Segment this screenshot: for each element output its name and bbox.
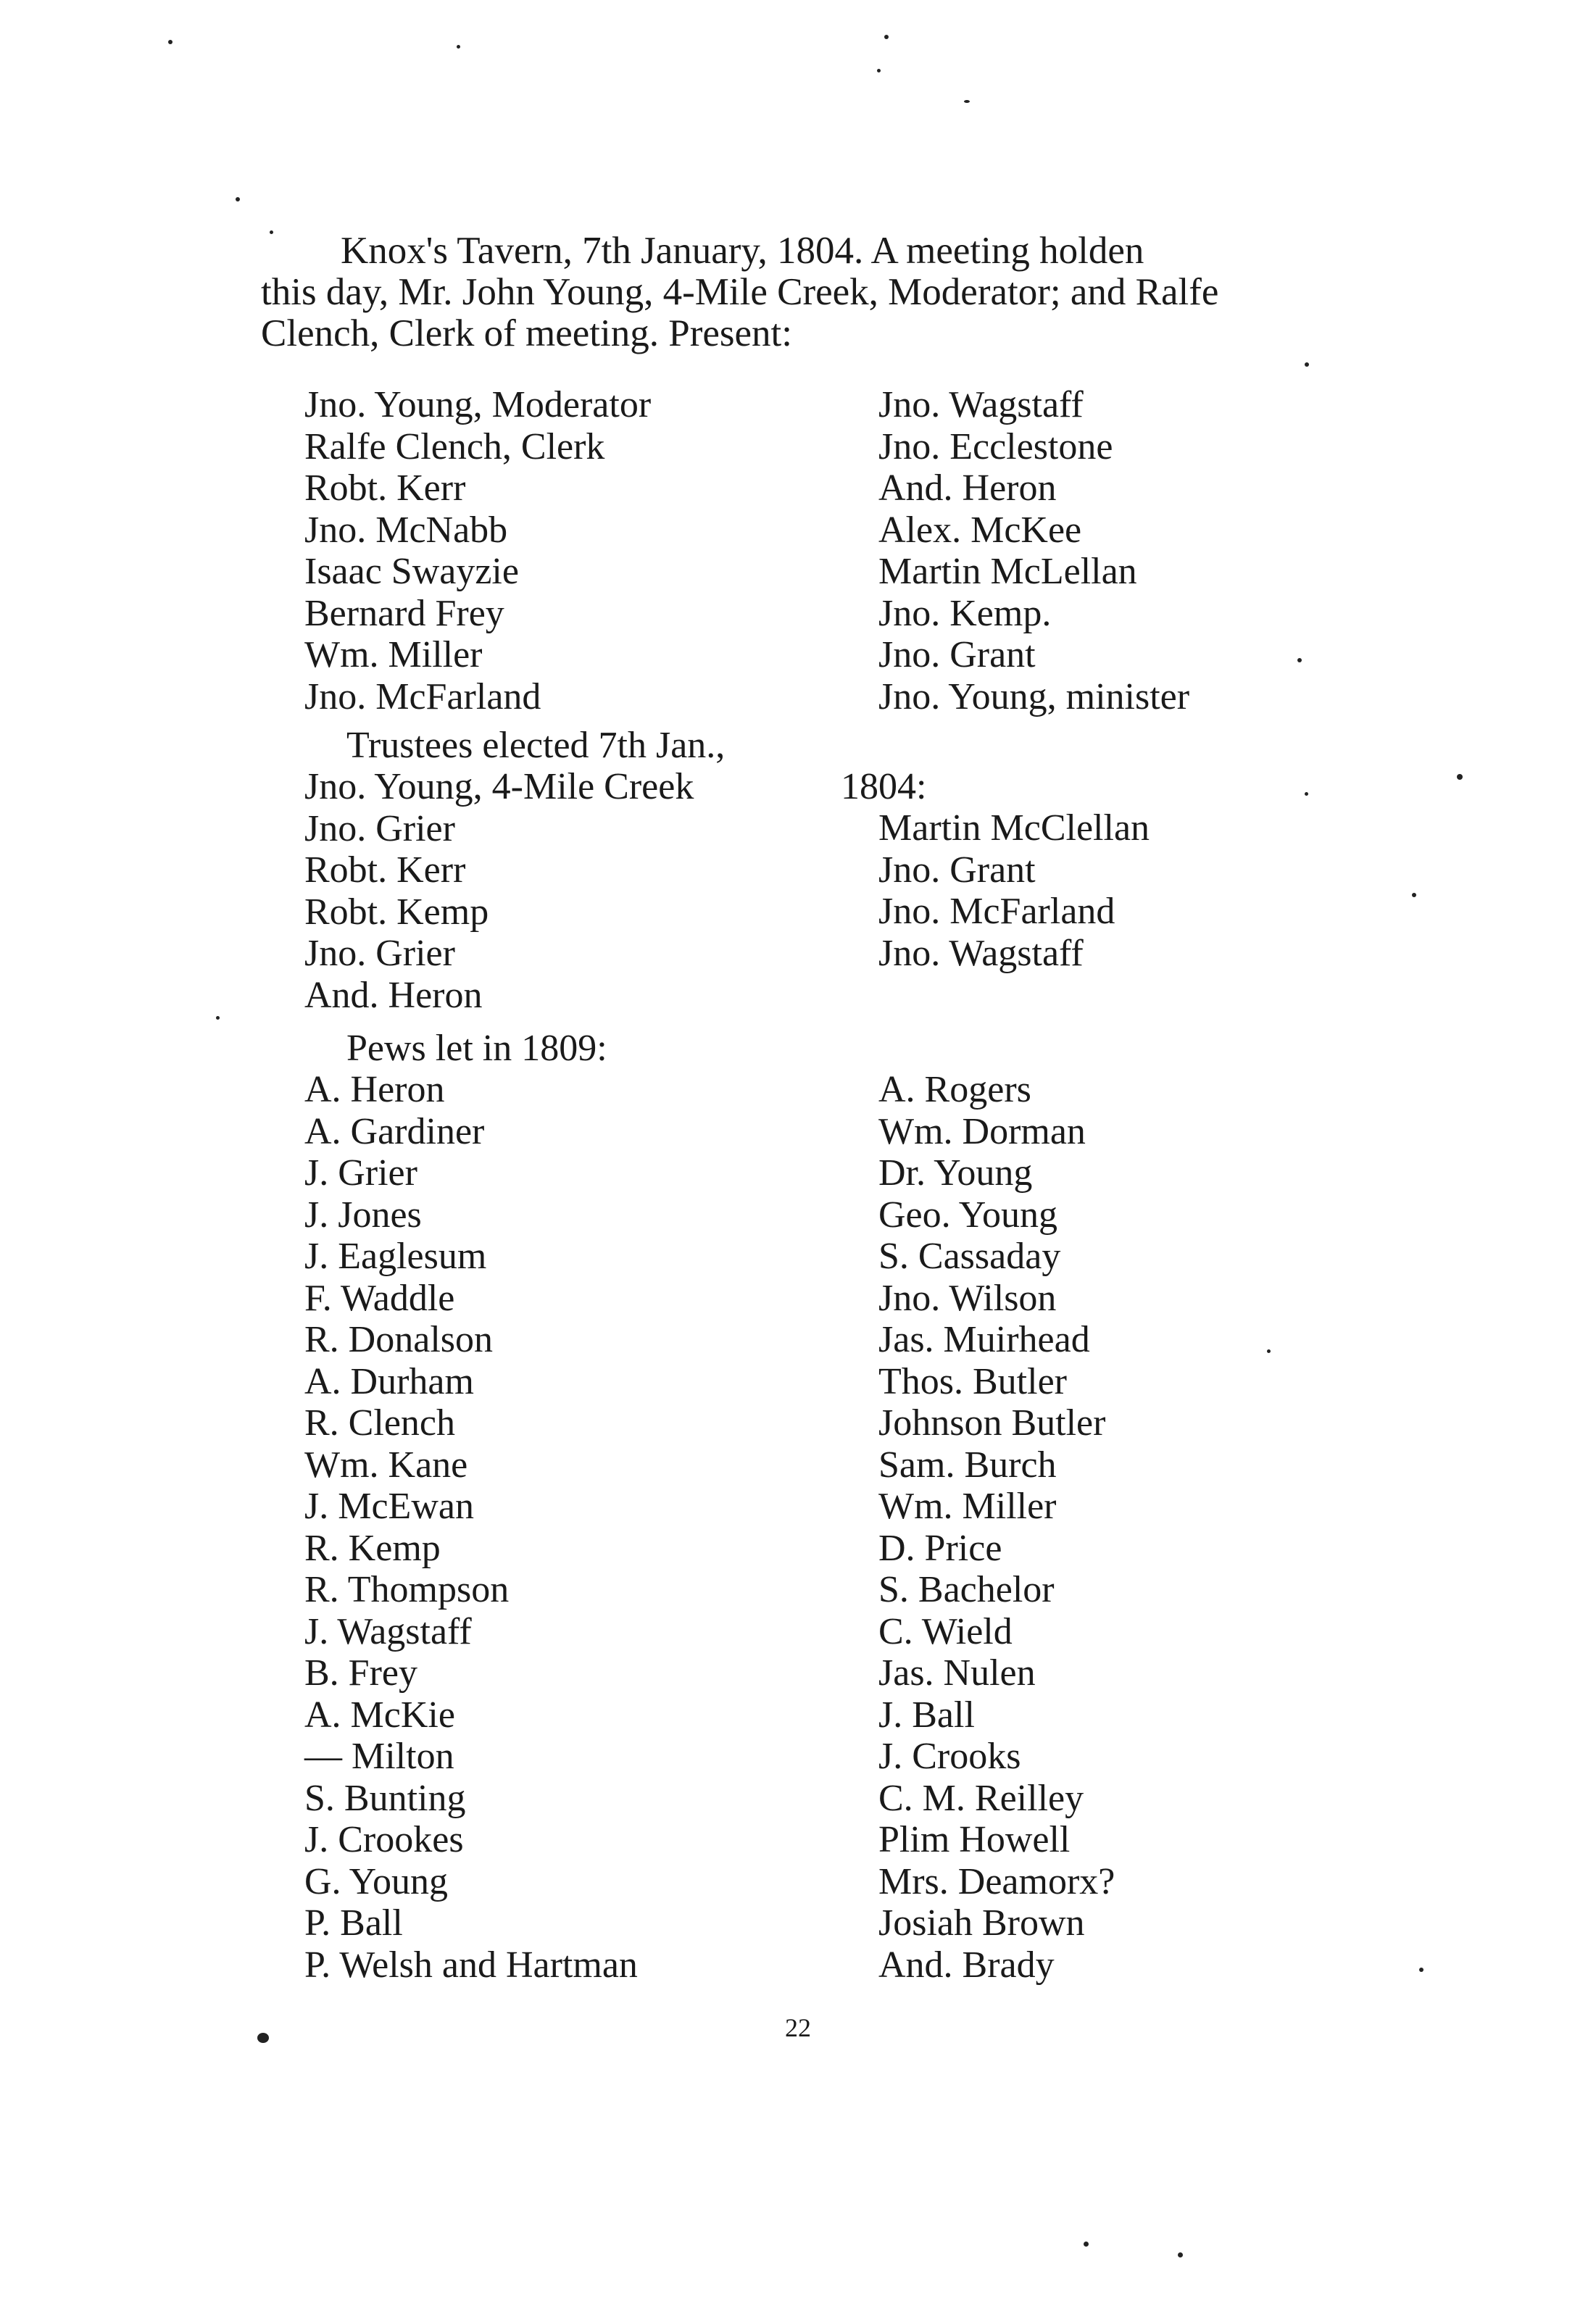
scan-speck [1084,2242,1089,2247]
list-item: Robt. Kerr [304,467,466,509]
list-item: Wm. Miller [304,634,483,675]
list-item: Alex. McKee [878,509,1082,551]
list-item: Martin McClellan [878,807,1150,849]
list-item: Jno. McFarland [304,675,541,717]
list-item: J. Jones [304,1194,422,1236]
list-item: C. Wield [878,1610,1013,1652]
trustees-heading: Trustees elected 7th Jan., [346,725,726,766]
list-item: Wm. Kane [304,1444,468,1486]
list-item: S. Cassaday [878,1236,1061,1277]
scan-speck [168,40,173,44]
list-item: Jno. Ecclestone [878,425,1113,467]
list-item: Jno. Wilson [878,1277,1057,1319]
list-item: P. Ball [304,1902,403,1944]
scan-speck [216,1016,220,1020]
list-item: And. Heron [878,467,1057,509]
trustees-right-column [878,807,1150,974]
list-item: Jno. Wagstaff [878,932,1084,974]
list-item: Jno. Grant [878,634,1036,675]
list-item: And. Brady [878,1944,1055,1986]
list-item: Robt. Kerr [304,849,466,891]
list-item: Wm. Dorman [878,1110,1086,1152]
list-item: A. McKie [304,1694,455,1736]
scan-speck [1267,1349,1271,1353]
scan-speck [877,69,881,72]
list-item: Jno. Young, minister [878,675,1190,717]
list-item: R. Clench [304,1402,455,1444]
list-item: J. Ball [878,1694,975,1736]
list-item: Geo. Young [878,1194,1058,1236]
list-item: Ralfe Clench, Clerk [304,425,605,467]
list-item: Bernard Frey [304,592,504,634]
list-item: P. Welsh and Hartman [304,1944,638,1986]
list-item: J. McEwan [304,1486,474,1527]
list-item: S. Bunting [304,1777,466,1819]
intro-paragraph [261,230,1435,354]
scan-speck [1297,658,1302,662]
list-item: R. Thompson [304,1569,510,1610]
list-item: Jas. Nulen [878,1652,1036,1694]
list-item: A. Heron [304,1069,445,1110]
scan-speck [236,197,240,201]
scan-speck [1178,2252,1183,2257]
list-item: Johnson Butler [878,1402,1106,1444]
page-number: 22 [785,2013,811,2042]
scan-speck [884,35,889,39]
scan-speck [1305,362,1309,367]
list-item: D. Price [878,1527,1002,1569]
list-item: Jno. Young, Moderator [304,384,652,425]
list-item: Jno. Wagstaff [878,384,1084,425]
trustees-left-column [304,766,694,1016]
list-item: Jno. Young, 4-Mile Creek [304,766,694,807]
list-item: J. Wagstaff [304,1610,472,1652]
list-item: Wm. Miller [878,1486,1057,1527]
pews-left-column [304,1069,638,1986]
list-item: Jas. Muirhead [878,1319,1090,1360]
scan-speck [1457,774,1463,780]
scan-speck [1305,792,1308,796]
list-item: R. Kemp [304,1527,441,1569]
list-item: — Milton [304,1736,454,1777]
list-item: J. Crookes [304,1819,464,1860]
list-item: C. M. Reilley [878,1777,1084,1819]
list-item: A. Rogers [878,1069,1031,1110]
present-right-column [878,384,1189,717]
intro-line: this day, Mr. John Young, 4-Mile Creek, Moderator; and Ralfe [261,271,1219,313]
pews-right-column [878,1069,1115,1986]
list-item: Robt. Kemp [304,891,489,933]
list-item: B. Frey [304,1652,417,1694]
scan-speck [457,45,460,49]
list-item: A. Gardiner [304,1110,485,1152]
list-item: Jno. Grier [304,933,455,974]
list-item: J. Grier [304,1152,417,1194]
list-item: Sam. Burch [878,1444,1057,1486]
list-item: Jno. Kemp. [878,592,1052,634]
scan-speck [1419,1968,1423,1972]
list-item: Isaac Swayzie [304,551,519,592]
list-item: Jno. McFarland [878,891,1115,932]
intro-line: Clench, Clerk of meeting. Present: [261,312,792,354]
list-item: G. Young [304,1860,448,1902]
present-left-column [304,384,651,717]
list-item: J. Eaglesum [304,1236,487,1277]
list-item: Plim Howell [878,1819,1071,1860]
list-item: Jno. Grant [878,849,1036,891]
list-item: J. Crooks [878,1736,1021,1777]
list-item: R. Donalson [304,1319,493,1360]
list-item: S. Bachelor [878,1569,1055,1610]
list-item: Dr. Young [878,1152,1033,1194]
list-item: Jno. Grier [304,807,455,849]
pews-heading: Pews let in 1809: [346,1028,607,1069]
scan-speck [257,2033,269,2043]
intro-line: Knox's Tavern, 7th January, 1804. A meeting holden [341,230,1144,272]
scan-speck [270,230,273,234]
list-item: Martin McLellan [878,551,1137,592]
trustees-heading-year: 1804: [841,766,927,807]
list-item: A. Durham [304,1360,474,1402]
scan-speck [964,100,970,103]
list-item: Jno. McNabb [304,509,508,551]
list-item: And. Heron [304,974,483,1016]
list-item: F. Waddle [304,1277,455,1319]
list-item: Josiah Brown [878,1902,1085,1944]
list-item: Mrs. Deamorx? [878,1860,1115,1902]
list-item: Thos. Butler [878,1360,1067,1402]
scan-speck [1412,893,1416,897]
